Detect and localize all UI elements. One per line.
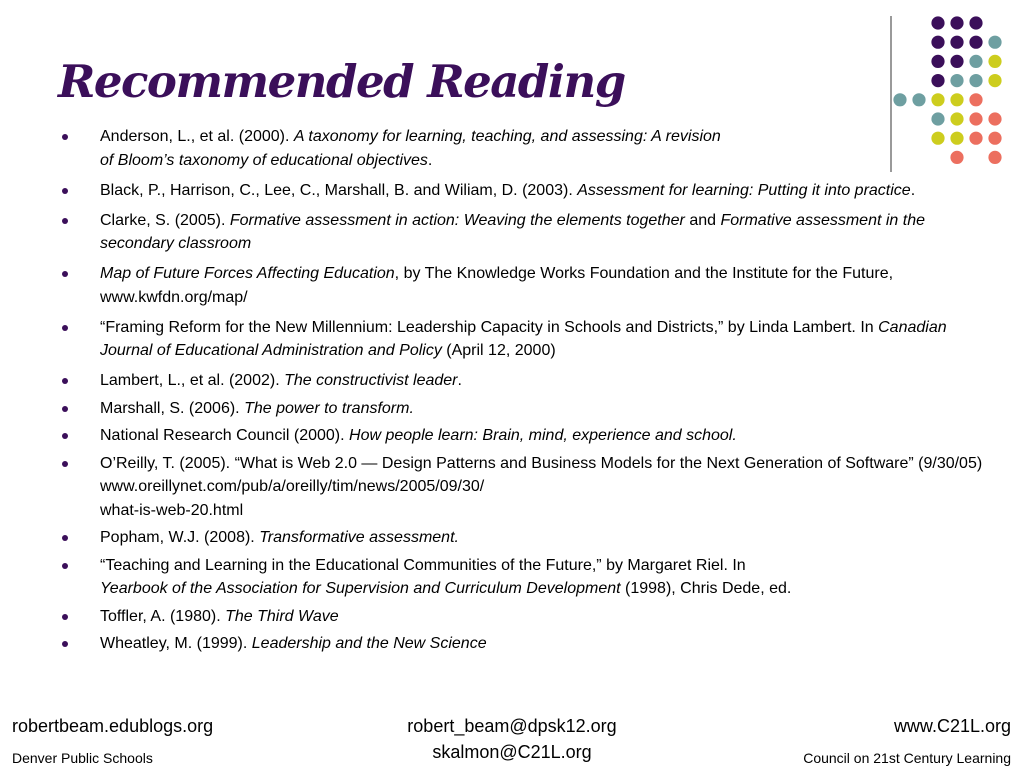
reference-item xyxy=(62,452,997,523)
decorative-dot xyxy=(931,74,944,87)
decorative-dot xyxy=(950,74,963,87)
footer-blog: robertbeam.edublogs.org xyxy=(12,716,214,736)
reference-item xyxy=(62,397,997,421)
decorative-dot xyxy=(988,74,1001,87)
reference-item xyxy=(62,526,997,550)
reference-title-text: Formative assessment in the secondary classroom xyxy=(100,211,925,252)
reference-text: Clarke, S. (2005). xyxy=(100,211,230,229)
decorative-dot xyxy=(988,55,1001,68)
decorative-dot xyxy=(969,16,982,29)
decorative-dot xyxy=(969,112,982,125)
reference-text: National Research Council (2000). xyxy=(100,427,350,444)
decorative-dot xyxy=(969,93,982,106)
slide-title: Recommended Reading xyxy=(58,55,625,108)
decorative-dot xyxy=(969,74,982,87)
decorative-dot xyxy=(931,36,944,49)
decorative-dot xyxy=(950,112,963,125)
reference-title-text: Assessment for learning: Putting it into practice xyxy=(577,181,911,199)
reference-title-text: of Bloom’s taxonomy of educational objectives xyxy=(100,151,428,169)
bullet-icon xyxy=(62,271,68,277)
bullet-icon xyxy=(62,535,68,541)
decorative-dot xyxy=(931,55,944,68)
reference-text: . xyxy=(457,372,462,389)
footer-org-right: Council on 21st Century Learning xyxy=(803,750,1011,766)
reference-text: “Framing Reform for the New Millennium: Leadership Capacity in Schools and Districts,” by Linda Lambert. In xyxy=(100,318,879,336)
decorative-dot xyxy=(950,93,963,106)
reference-title-text: Canadian Journal of Educational Administration and Policy xyxy=(100,318,947,359)
reference-text: O’Reilly, T. (2005). “What is Web 2.0 — Design Patterns and Business Models for the Next Generation of Software” (9/30/05) www.oreillynet.com/pub/a/oreilly/tim/news/2005/09/30/ xyxy=(100,454,983,495)
footer-email-1: robert_beam@dpsk12.org xyxy=(407,716,617,736)
reference-text: what-is-web-20.html xyxy=(100,501,244,519)
reference-text: (April 12, 2000) xyxy=(441,342,556,359)
reference-title-text: Leadership and the New Science xyxy=(251,635,487,652)
bullet-icon xyxy=(62,325,68,331)
footer-email-2: skalmon@C21L.org xyxy=(432,742,592,762)
reference-item xyxy=(62,554,997,601)
reference-text: . xyxy=(910,181,916,199)
decorative-dot xyxy=(931,93,944,106)
decorative-dot xyxy=(988,112,1001,125)
decorative-dot xyxy=(931,112,944,125)
decorative-dot xyxy=(950,36,963,49)
decorative-dot xyxy=(893,93,906,106)
decorative-dot xyxy=(969,36,982,49)
decorative-dot xyxy=(969,55,982,68)
reference-text: “Teaching and Learning in the Educational Communities of the Future,” by Margaret Riel. In xyxy=(100,556,746,574)
reference-text: (1998), Chris Dede, ed. xyxy=(620,580,792,597)
reference-text: , by The Knowledge Works Foundation and the Institute for the Future, www.kwfdn.org/map/ xyxy=(100,265,894,306)
reference-title-text: Map of Future Forces Affecting Education xyxy=(100,265,395,282)
decorative-dot xyxy=(950,16,963,29)
reference-item xyxy=(62,262,997,309)
reference-title-text: The constructivist leader xyxy=(284,372,458,389)
reference-text: Toffler, A. (1980). xyxy=(100,607,226,625)
reference-title-text: Formative assessment in action: Weaving the elements together xyxy=(229,211,685,229)
reference-title-text: Transformative assessment. xyxy=(259,529,459,546)
reference-item xyxy=(62,179,997,203)
reference-list xyxy=(62,125,997,660)
bullet-icon xyxy=(62,614,68,620)
reference-text: and xyxy=(684,211,721,229)
reference-title-text: The power to transform. xyxy=(244,399,414,417)
reference-text: Wheatley, M. (1999). xyxy=(100,635,252,652)
reference-item xyxy=(62,632,997,656)
reference-text: Lambert, L., et al. (2002). xyxy=(100,372,285,389)
bullet-icon xyxy=(62,433,68,439)
footer-org-left: Denver Public Schools xyxy=(12,750,153,766)
bullet-icon xyxy=(62,378,68,384)
reference-item xyxy=(62,424,997,448)
decorative-dot xyxy=(950,55,963,68)
bullet-icon xyxy=(62,218,68,224)
reference-title-text: Yearbook of the Association for Supervision and Curriculum Development xyxy=(100,580,621,597)
footer xyxy=(0,714,1024,768)
reference-item xyxy=(62,605,997,629)
footer-site: www.C21L.org xyxy=(893,716,1011,736)
reference-text: Anderson, L., et al. (2000). xyxy=(100,128,294,145)
reference-title-text: A taxonomy for learning, teaching, and assessing: A revision xyxy=(293,128,721,145)
reference-item xyxy=(62,125,997,172)
reference-item xyxy=(62,316,997,363)
bullet-icon xyxy=(62,134,68,140)
reference-item xyxy=(62,209,997,256)
decorative-dot xyxy=(931,16,944,29)
reference-text: Marshall, S. (2006). xyxy=(100,399,245,417)
bullet-icon xyxy=(62,563,68,569)
reference-text: Popham, W.J. (2008). xyxy=(100,529,260,546)
reference-item xyxy=(62,369,997,393)
bullet-icon xyxy=(62,406,68,412)
reference-text: . xyxy=(427,151,433,169)
decorative-dot xyxy=(912,93,925,106)
bullet-icon xyxy=(62,461,68,467)
bullet-icon xyxy=(62,641,68,647)
reference-text: Black, P., Harrison, C., Lee, C., Marshall, B. and Wiliam, D. (2003). xyxy=(100,181,578,199)
bullet-icon xyxy=(62,188,68,194)
decorative-dot xyxy=(988,36,1001,49)
reference-title-text: The Third Wave xyxy=(225,607,339,625)
reference-title-text: How people learn: Brain, mind, experience and school. xyxy=(349,427,737,444)
